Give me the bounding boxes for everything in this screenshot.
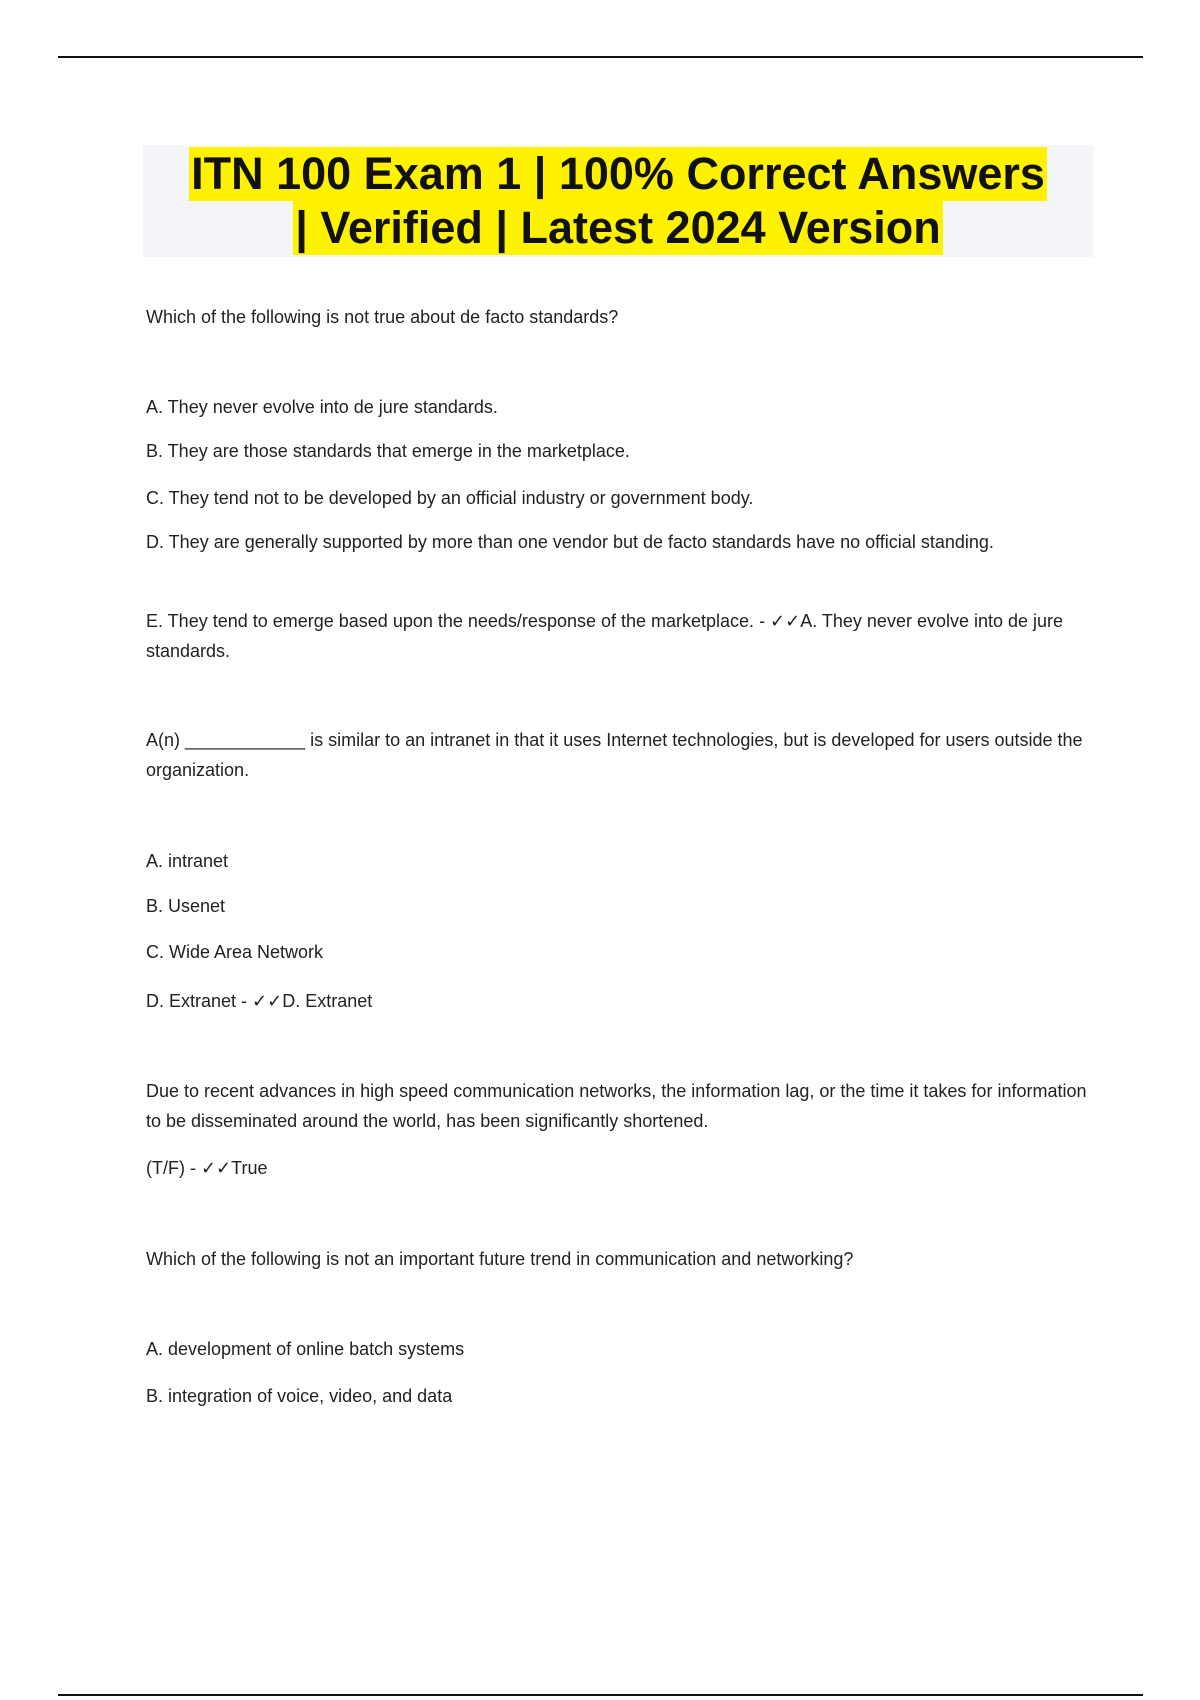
question-4-option-b: B. integration of voice, video, and data xyxy=(146,1386,453,1406)
question-4-option-a: A. development of online batch systems xyxy=(146,1339,465,1359)
question-1-option-b: B. They are those standards that emerge in the marketplace. xyxy=(146,441,630,461)
question-1-option-a: A. They never evolve into de jure standards. xyxy=(146,397,498,417)
question-1-text: Which of the following is not true about de facto standards? xyxy=(146,307,619,327)
question-1-option-d: D. They are generally supported by more than one vendor but de facto standards have no official standing. xyxy=(146,532,994,552)
question-3-text: Due to recent advances in high speed communication networks, the information lag, or the time it takes for information to be disseminated around the world, has been significantly shortened. xyxy=(146,1081,1087,1131)
title-line-1: ITN 100 Exam 1 | 100% Correct Answers xyxy=(191,148,1045,199)
question-2-option-d-answer: D. Extranet - ✓✓D. Extranet xyxy=(146,991,373,1011)
document-title xyxy=(143,145,1093,257)
question-2-option-b: B. Usenet xyxy=(146,896,226,916)
question-2-option-a: A. intranet xyxy=(146,851,229,871)
question-4-text: Which of the following is not an important future trend in communication and networking? xyxy=(146,1249,854,1269)
title-line-2: | Verified | Latest 2024 Version xyxy=(295,202,941,253)
question-3-answer: (T/F) - ✓✓True xyxy=(146,1158,268,1178)
question-2-text: A(n) ____________ is similar to an intranet in that it uses Internet technologies, but is developed for users outside the organization. xyxy=(146,730,1083,780)
top-rule xyxy=(58,56,1143,58)
question-1-option-c: C. They tend not to be developed by an official industry or government body. xyxy=(146,488,754,508)
question-1-option-e-answer: E. They tend to emerge based upon the needs/response of the marketplace. - ✓✓A. They never evolve into de jure standards. xyxy=(146,611,1064,661)
question-2-option-c: C. Wide Area Network xyxy=(146,942,324,962)
bottom-rule xyxy=(58,1694,1143,1696)
